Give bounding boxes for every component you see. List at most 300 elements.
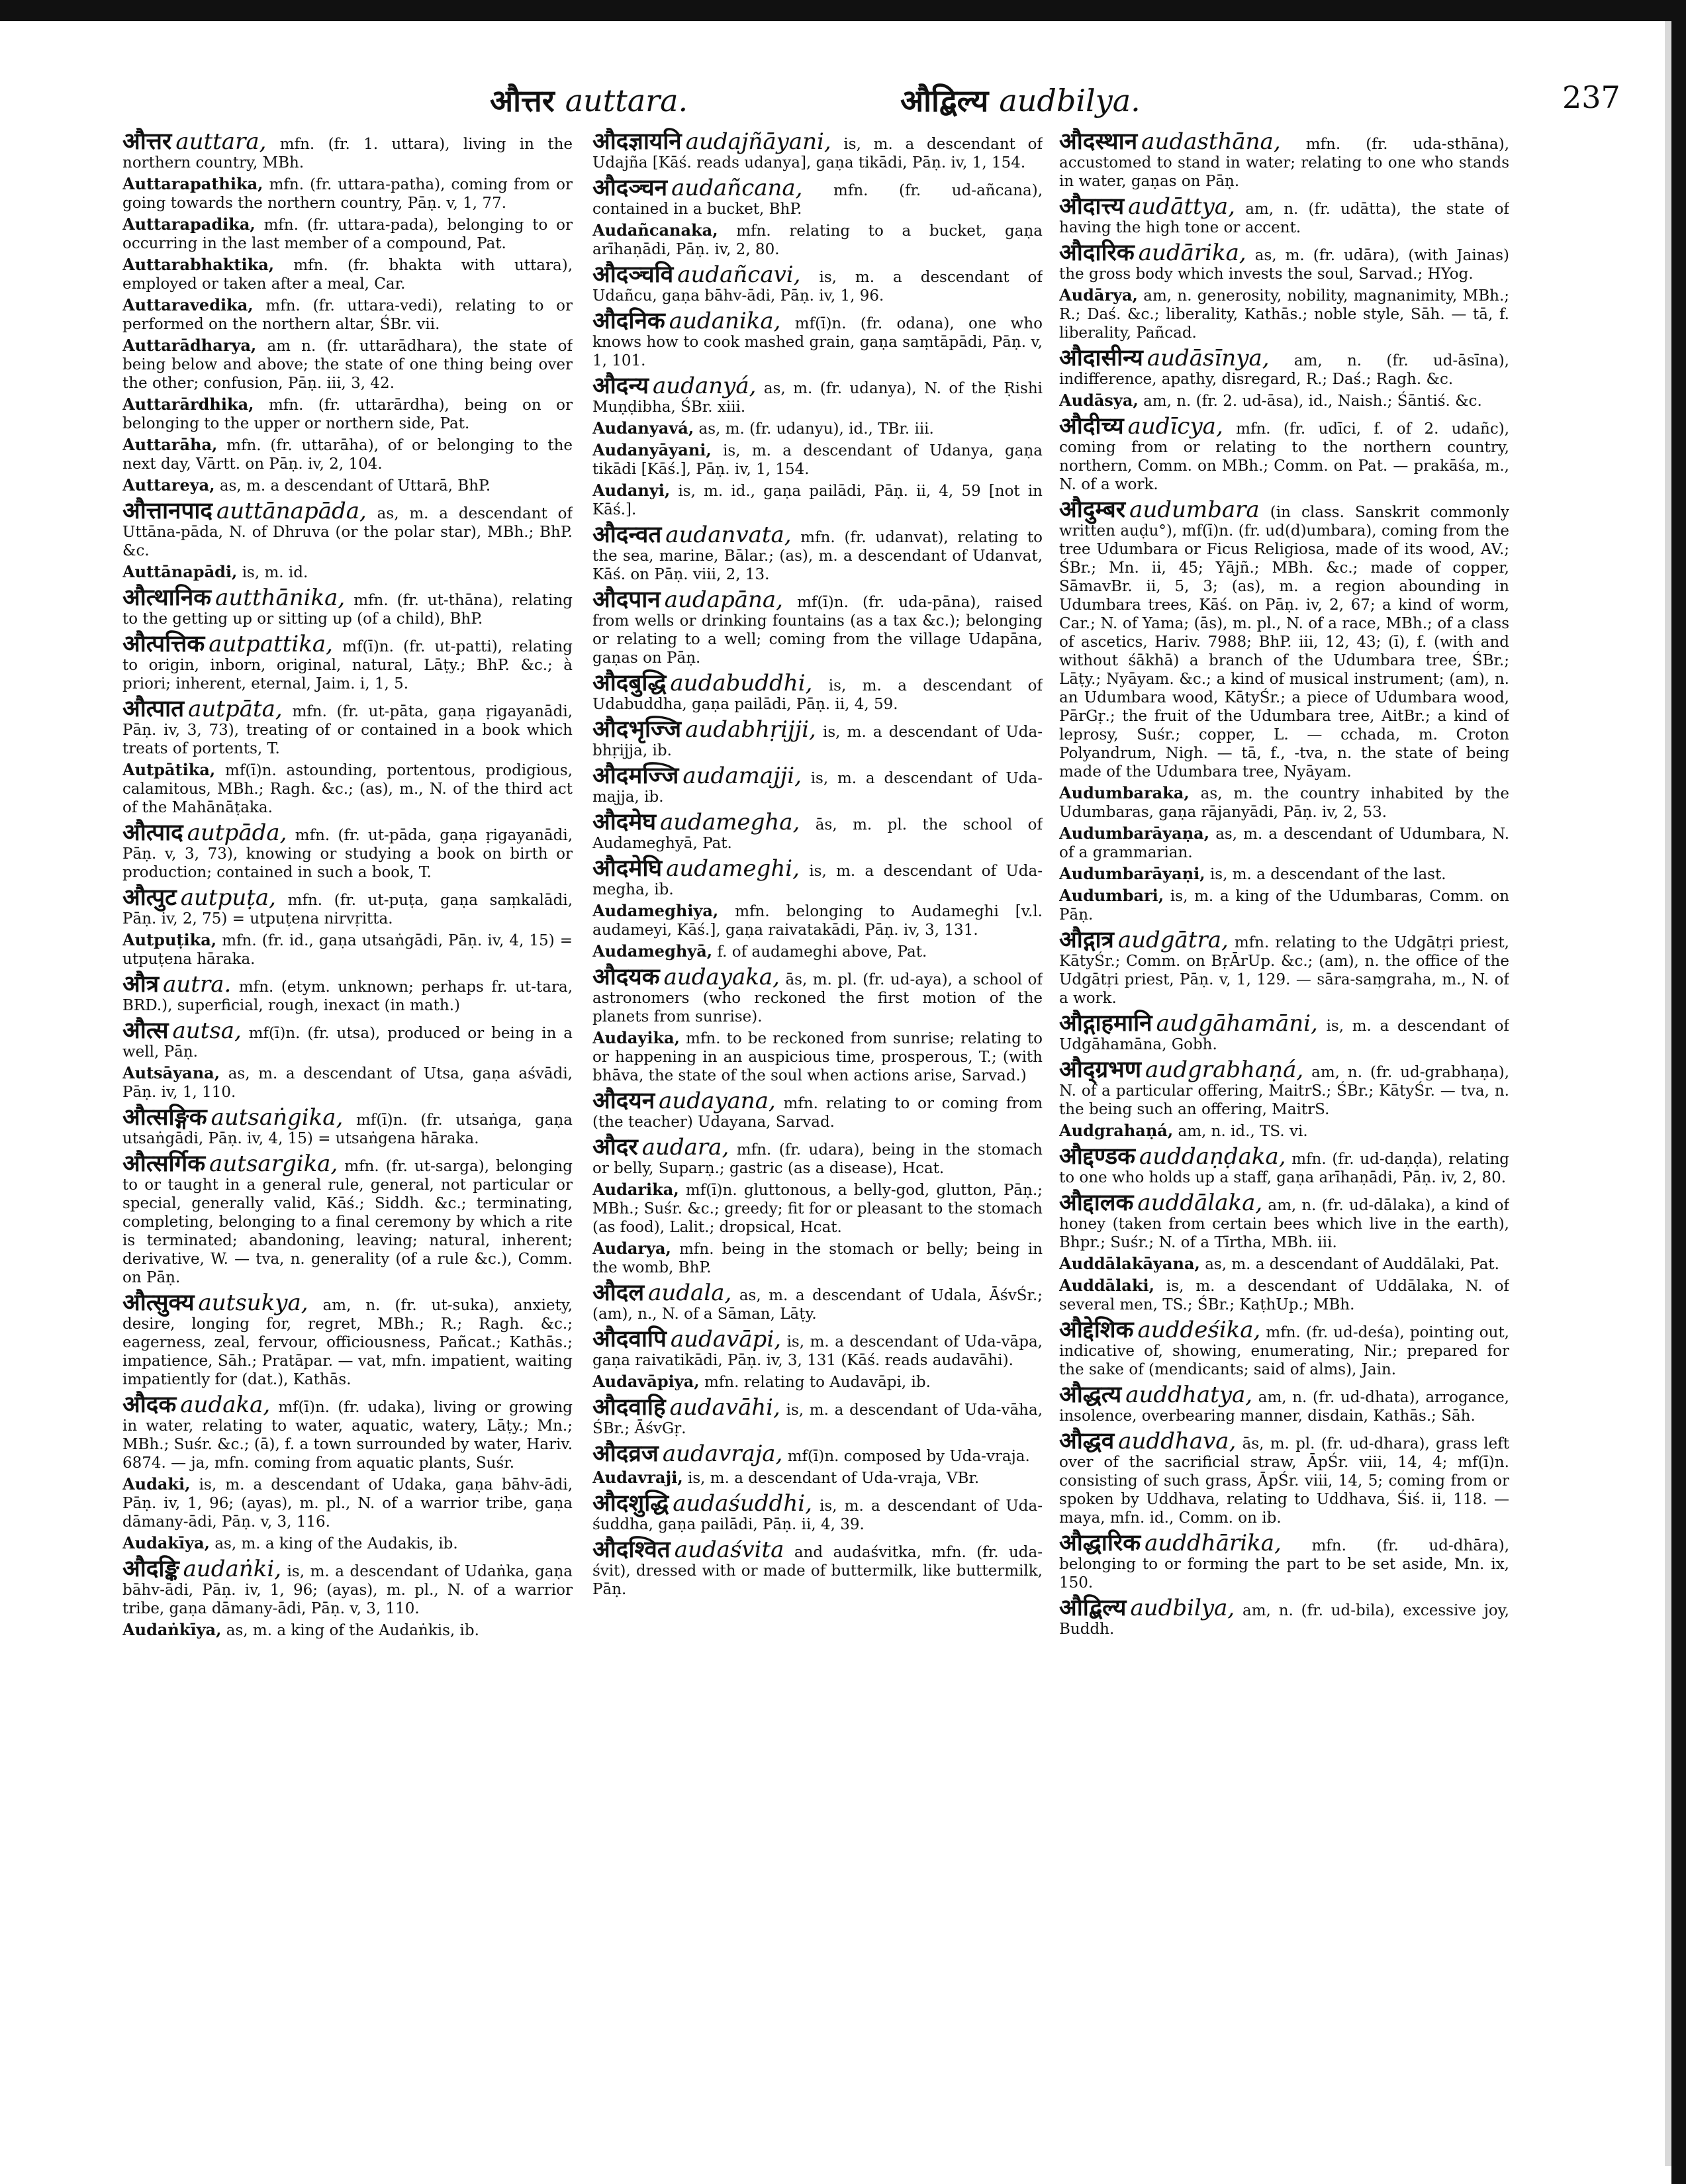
entry-definition: mfn. (fr. ut-pāda, gaṇa ṛigayanādi, Pāṇ. v, 3, 73), knowing or studying a book on birth or production; contained in such a book, T.: [122, 827, 573, 881]
entry-headword: audapāna,: [664, 587, 783, 613]
entry-devanagari: औत्तर: [122, 128, 172, 155]
entry-headword: audanyá,: [653, 373, 757, 399]
entry-headword: auddhārika,: [1145, 1530, 1282, 1556]
entry-headword: audavraja,: [662, 1441, 783, 1467]
entry-definition: am, n. (fr. ut-suka), anxiety, desire, longing for, regret, MBh.; R.; Ragh. &c.; eagerness, zeal, fervour, officiousness, Pañcat.; Kathās.; impatience, Sāh.; Pratāpar. — vat, mfn. impatient, waiting impatiently for (dat.), Kathās.: [122, 1297, 573, 1388]
dictionary-entry: [592, 1490, 1043, 1534]
entry-definition: mfn. (fr. ud-deśa), pointing out, indicative of, showing, enumerating, Nir.; prepared for the sake of (mendicants; said of alms), Jain.: [1059, 1324, 1509, 1378]
entry-devanagari: औत्र: [122, 971, 160, 998]
entry-headword: audgātra,: [1117, 927, 1229, 953]
entry-headword: audala,: [648, 1280, 732, 1306]
entry-headword: Audavāpiya,: [592, 1372, 700, 1391]
dictionary-entry: [122, 630, 573, 693]
entry-headword: Audarya,: [592, 1239, 671, 1258]
entry-devanagari: औदशुद्धि: [592, 1490, 669, 1517]
dictionary-subentry: [122, 296, 573, 334]
dictionary-entry: [592, 1279, 1043, 1323]
entry-definition: mfn. (fr. ud-daṇḍa), relating to one who holds up a staff, gaṇa arīhaṇādi, Pāṇ. iv, 2, 80.: [1059, 1151, 1509, 1186]
entry-definition: is, m. a descendant of Udgāhamāna, Gobh.: [1059, 1018, 1509, 1053]
entry-definition: is, m. a descendant of Uddālaka, N. of several men, TS.; ŚBr.; KaṭhUp.; MBh.: [1059, 1278, 1509, 1313]
entry-definition: mf(ī)n. (fr. utsa), produced or being in a well, Pāṇ.: [122, 1025, 573, 1061]
entry-definition: mfn. (fr. udara), being in the stomach or belly, Suparṇ.; gastric (as a disease), Hcat.: [592, 1141, 1043, 1177]
dictionary-entry: [592, 174, 1043, 218]
entry-headword: audamegha,: [660, 809, 800, 835]
entry-headword: audasthāna,: [1141, 128, 1281, 155]
entry-definition: as, m. a descendant of Udumbara, N. of a grammarian.: [1059, 826, 1509, 861]
entry-definition: mfn. (fr. 1. uttara), living in the northern country, MBh.: [122, 136, 573, 171]
entry-definition: mfn. relating to or coming from (the teacher) Udayana, Sarvad.: [592, 1095, 1043, 1131]
entry-definition: is, m. id., gaṇa pailādi, Pāṇ. ii, 4, 59 [not in Kāś.].: [592, 483, 1043, 518]
entry-definition: mfn. (fr. uttara-patha), coming from or going towards the northern country, Pāṇ. v, 1, 77.: [122, 176, 573, 212]
entry-headword: Auddālaki,: [1059, 1276, 1154, 1295]
dictionary-subentry: [1059, 784, 1509, 822]
entry-headword: audgrabhaṇá,: [1145, 1057, 1304, 1083]
entry-devanagari: औत्पत्तिक: [122, 630, 205, 657]
entry-definition: am, n. generosity, nobility, magnanimity, MBh.; R.; Daś. &c.; liberality, Kathās.; noble style, Sāh. — tā, f. liberality, Pañcad.: [1059, 287, 1509, 342]
entry-definition: mf(ī)n. astounding, portentous, prodigious, calamitous, MBh.; Ragh. &c.; (as), m., N. of the third act of the Mahānāṭaka.: [122, 762, 573, 816]
dictionary-entry: [122, 1150, 573, 1287]
entry-devanagari: औदवापि: [592, 1325, 667, 1353]
dictionary-entry: [122, 819, 573, 882]
entry-definition: as, m. (fr. udāra), (with Jainas) the gross body which invests the soul, Sarvad.; HYog.: [1059, 247, 1509, 283]
entry-devanagari: औत्सर्गिक: [122, 1150, 206, 1177]
entry-devanagari: औदन्य: [592, 372, 649, 399]
entry-definition: mfn. (fr. uttarāha), of or belonging to the next day, Vārtt. on Pāṇ. iv, 2, 104.: [122, 437, 573, 473]
entry-definition: mfn. relating to Audavāpi, ib.: [704, 1374, 931, 1391]
entry-headword: Audameghiya,: [592, 901, 719, 920]
entry-devanagari: औत्स: [122, 1017, 169, 1044]
entry-definition: is, m. a descendant of Udaka, gaṇa bāhv-ādi, Pāṇ. iv, 1, 96; (ayas), m. pl., N. of a warrior tribe, gaṇa dāmany-ādi, Pāṇ. v, 3, 116.: [122, 1476, 573, 1531]
entry-headword: Audumbaraka,: [1059, 783, 1190, 802]
entry-headword: Auttaravedika,: [122, 295, 254, 314]
entry-definition: as, m. a king of the Audaṅkis, ib.: [226, 1622, 479, 1639]
entry-definition: ās, m. pl. the school of Audameghyā, Pat.: [592, 816, 1043, 852]
dictionary-entry: [592, 808, 1043, 853]
entry-devanagari: औदश्वित: [592, 1536, 671, 1563]
entry-definition: ās, m. pl. (fr. ud-aya), a school of astronomers (who reckoned the first motion of the planets from sunrise).: [592, 971, 1043, 1025]
entry-definition: mfn. (fr. ut-thāna), relating to the getting up or sitting up (of a child), BhP.: [122, 592, 573, 628]
dictionary-subentry: [592, 1029, 1043, 1085]
top-border: [0, 0, 1686, 21]
entry-definition: am, n. (fr. udātta), the state of having the high tone or accent.: [1059, 201, 1509, 236]
right-edge-shadow: [1665, 21, 1671, 2166]
entry-definition: mf(ī)n. composed by Uda-vraja.: [787, 1448, 1030, 1465]
entry-definition: as, m. the country inhabited by the Udumbaras, gaṇa rājanyādi, Pāṇ. iv, 2, 53.: [1059, 785, 1509, 821]
dictionary-subentry: [592, 1468, 1043, 1488]
dictionary-entry: [592, 855, 1043, 899]
dictionary-subentry: [122, 1621, 573, 1640]
entry-headword: autsa,: [172, 1018, 242, 1044]
entry-devanagari: औदज्ञायनि: [592, 128, 682, 155]
entry-devanagari: औदयक: [592, 963, 660, 990]
dictionary-entry: [592, 669, 1043, 714]
entry-devanagari: औदन्वत: [592, 521, 662, 548]
dictionary-subentry: [592, 902, 1043, 939]
entry-headword: auddālaka,: [1137, 1190, 1263, 1216]
page-header: [0, 79, 1686, 126]
dictionary-entry: [122, 695, 573, 758]
entry-definition: mfn. (etym. unknown; perhaps fr. ut-tara, BRD.), superficial, rough, inexact (in math.): [122, 978, 573, 1014]
dictionary-entry: [1059, 496, 1509, 781]
dictionary-entry: [1059, 1010, 1509, 1054]
entry-headword: Audgrahaṇá,: [1059, 1121, 1174, 1140]
entry-devanagari: औदञ्चन: [592, 174, 668, 201]
entry-definition: is, m. a descendant of Uda-vāpa, gaṇa raivatikādi, Pāṇ. iv, 3, 131 (Kāś. reads audavāhi).: [592, 1333, 1043, 1369]
entry-definition: mfn. (fr. id., gaṇa utsaṅgādi, Pāṇ. iv, 4, 15) = utpuṭena hāraka.: [122, 932, 573, 968]
dictionary-entry: [122, 1017, 573, 1061]
entry-definition: mfn. (fr. udanvat), relating to the sea, marine, Bālar.; (as), m. a descendant of Udanvat, Kāś. on Pāṇ. viii, 2, 13.: [592, 529, 1043, 583]
entry-definition: mfn. (fr. uda-sthāna), accustomed to stand in water; relating to one who stands in water, gaṇas on Pāṇ.: [1059, 136, 1509, 190]
entry-definition: is, m. a descendant of Udañcu, gaṇa bāhv-ādi, Pāṇ. iv, 1, 96.: [592, 269, 1043, 305]
entry-headword: Auttarapathika,: [122, 174, 263, 193]
dictionary-entry: [122, 1391, 573, 1472]
dictionary-entry: [122, 128, 573, 172]
entry-headword: autpuṭa,: [180, 884, 276, 911]
entry-definition: mf(ī)n. (fr. ut-patti), relating to origin, inborn, original, natural, Lāṭy.; BhP. &c.; à priori; inherent, eternal, Jaim. i, 1, 5.: [122, 638, 573, 692]
dictionary-entry: [1059, 1056, 1509, 1119]
dictionary-entry: [1059, 344, 1509, 389]
dictionary-entry: [592, 521, 1043, 584]
dictionary-entry: [1059, 1381, 1509, 1425]
entry-headword: autthānika,: [215, 585, 346, 611]
entry-headword: audanvata,: [665, 522, 792, 548]
entry-definition: mfn. (fr. uttarārdha), being on or belonging to the upper or northern side, Pat.: [122, 397, 573, 432]
dictionary-entry: [592, 716, 1043, 760]
dictionary-entry: [1059, 128, 1509, 191]
entry-headword: audameghi,: [666, 855, 800, 882]
dictionary-entry: [1059, 412, 1509, 494]
entry-headword: Audāsya,: [1059, 391, 1139, 410]
entry-headword: auddaṇḍaka,: [1139, 1143, 1286, 1170]
dictionary-subentry: [1059, 886, 1509, 924]
entry-definition: mf(ī)n. (fr. udaka), living or growing in water, relating to water, aquatic, watery, Lāṭy.; Mn.; MBh.; Suśr. &c.; (ā), f. a town surrounded by water, Hariv. 6874. — ja, mfn. coming from aquatic plants, Suśr.: [122, 1399, 573, 1472]
entry-headword: auttara,: [175, 128, 267, 155]
dictionary-subentry: [122, 395, 573, 433]
entry-definition: mf(ī)n. (fr. uda-pāna), raised from wells or drinking fountains (as a tax &c.); belonging or relating to a well; coming from the village Udapāna, gaṇas on Pāṇ.: [592, 594, 1043, 667]
entry-headword: audaka,: [180, 1392, 271, 1418]
entry-definition: mfn. (fr. ud-dhāra), belonging to or forming the part to be set aside, Mn. ix, 150.: [1059, 1537, 1509, 1591]
dictionary-subentry: [1059, 1276, 1509, 1314]
entry-definition: is, m. a descendant of the last.: [1209, 866, 1446, 883]
entry-headword: audāttya,: [1128, 193, 1235, 220]
dictionary-entry: [592, 1536, 1043, 1599]
entry-headword: Audaki,: [122, 1474, 191, 1494]
entry-devanagari: औदव्रज: [592, 1440, 659, 1467]
entry-definition: mfn. relating to a bucket, gaṇa arīhaṇādi, Pāṇ. iv, 2, 80.: [592, 222, 1043, 258]
entry-devanagari: औदक: [122, 1391, 177, 1418]
entry-headword: audañcavi,: [677, 261, 801, 288]
entry-devanagari: औद्दण्डक: [1059, 1143, 1135, 1170]
dictionary-entry: [122, 971, 573, 1015]
entry-definition: is, m. a descendant of Uda-vāha, ŚBr.; ĀśvGṛ.: [592, 1401, 1043, 1437]
entry-headword: Audanyavá,: [592, 418, 694, 438]
entry-definition: mf(ī)n. gluttonous, a belly-god, glutton, Pāṇ.; MBh.; Suśr. &c.; greedy; fit for or pleasant to the stomach (as food), Lalit.; dropsical, Hcat.: [592, 1182, 1043, 1236]
entry-devanagari: औदङ्कि: [122, 1555, 179, 1582]
dictionary-subentry: [122, 1475, 573, 1531]
dictionary-entry: [592, 128, 1043, 172]
entry-headword: Audameghyā,: [592, 941, 713, 961]
entry-definition: is, m. a descendant of Uda-majja, ib.: [592, 770, 1043, 806]
dictionary-entry: [592, 963, 1043, 1026]
header-left-latin: auttara.: [565, 83, 688, 119]
header-center-catchword: [900, 79, 1141, 120]
column-3: [1059, 126, 1509, 2165]
entry-definition: as, m. a king of the Audakis, ib.: [214, 1535, 458, 1552]
entry-headword: autsaṅgika,: [211, 1104, 344, 1131]
entry-headword: audbilya,: [1130, 1595, 1235, 1621]
entry-headword: Audarika,: [592, 1180, 679, 1199]
entry-headword: autpattika,: [209, 631, 333, 657]
entry-devanagari: औदारिक: [1059, 239, 1135, 266]
entry-headword: Audumbarāyaṇa,: [1059, 824, 1210, 843]
entry-headword: audanika,: [669, 308, 781, 334]
entry-devanagari: औद्धारिक: [1059, 1529, 1141, 1556]
entry-headword: Audumbari,: [1059, 886, 1164, 905]
dictionary-subentry: [1059, 824, 1509, 862]
entry-devanagari: औदासीन्य: [1059, 344, 1143, 371]
entry-devanagari: औत्पुट: [122, 884, 177, 911]
entry-definition: is, m. a descendant of Uda-śuddha, gaṇa pailādi, Pāṇ. ii, 4, 39.: [592, 1497, 1043, 1533]
entry-headword: auddhava,: [1118, 1428, 1237, 1454]
dictionary-entry: [592, 1133, 1043, 1178]
entry-definition: mfn. relating to the Udgātṛi priest, KātyŚr.; Comm. on BṛĀrUp. &c.; (am), n. the office of the Udgātṛi priest, Pāṇ. v, 1, 129. — sāra-saṃgraha, m., N. of a work.: [1059, 934, 1509, 1007]
entry-definition: is, m. a descendant of Udabuddha, gaṇa pailādi, Pāṇ. ii, 4, 59.: [592, 677, 1043, 713]
entry-definition: as, m. a descendant of Utsa, gaṇa aśvādi, Pāṇ. iv, 1, 110.: [122, 1065, 573, 1101]
entry-headword: Audanyi,: [592, 481, 671, 500]
entry-devanagari: औदमेघि: [592, 855, 663, 882]
dictionary-entry: [592, 1440, 1043, 1467]
dictionary-subentry: [122, 563, 573, 582]
entry-headword: Auttānapādi,: [122, 562, 238, 581]
dictionary-entry: [592, 762, 1043, 806]
entry-headword: Audayika,: [592, 1028, 680, 1047]
entry-definition: mfn. (fr. udīci, f. of 2. udañc), coming from or relating to the northern country, northern, Comm. on MBh.; Comm. on Pat. — prakāśa, m., N. of a work.: [1059, 420, 1509, 493]
entry-headword: audavāpi,: [670, 1326, 782, 1353]
entry-definition: mfn. (fr. uttara-vedi), relating to or performed on the northern altar, ŚBr. vii.: [122, 297, 573, 333]
entry-headword: audārika,: [1138, 240, 1246, 266]
entry-headword: Autsāyana,: [122, 1063, 220, 1082]
entry-definition: is, m. a descendant of Uda-vraja, VBr.: [688, 1470, 980, 1487]
entry-definition: mfn. to be reckoned from sunrise; relating to or happening in an auspicious time, prosperous, T.; (with bhāva, the state of the soul when actions arise, Sarvad.): [592, 1030, 1043, 1084]
entry-devanagari: औत्सङ्गिक: [122, 1104, 207, 1131]
entry-definition: as, m. a descendant of Auddālaki, Pat.: [1205, 1256, 1499, 1273]
dictionary-subentry: [122, 175, 573, 213]
entry-devanagari: औत्पाद: [122, 819, 183, 846]
dictionary-entry: [592, 1394, 1043, 1438]
dictionary-entry: [122, 497, 573, 560]
entry-headword: audabhṛijji,: [685, 716, 816, 743]
entry-headword: Auttareya,: [122, 475, 215, 495]
entry-devanagari: औदल: [592, 1279, 645, 1306]
entry-devanagari: औद्ग्रभण: [1059, 1056, 1142, 1083]
dictionary-subentry: [592, 1239, 1043, 1277]
dictionary-subentry: [592, 441, 1043, 479]
dictionary-subentry: [592, 419, 1043, 438]
entry-headword: audaśvita: [674, 1537, 784, 1563]
column-2: [592, 126, 1043, 2165]
entry-devanagari: औदयन: [592, 1087, 655, 1114]
entry-headword: autra.: [163, 971, 232, 998]
right-border: [1671, 0, 1686, 2184]
entry-headword: audumbara: [1129, 497, 1260, 523]
dictionary-subentry: [592, 942, 1043, 961]
entry-headword: audīcya,: [1127, 413, 1223, 440]
entry-devanagari: औत्सुक्य: [122, 1289, 195, 1316]
dictionary-subentry: [1059, 1121, 1509, 1141]
entry-definition: mfn. belonging to Audameghi [v.l. audameyi, Kāś.], gaṇa raivatakādi, Pāṇ. iv, 3, 131.: [592, 903, 1043, 939]
entry-definition: is, m. a king of the Udumbaras, Comm. on Pāṇ.: [1059, 888, 1509, 924]
dictionary-subentry: [592, 221, 1043, 259]
dictionary-entry: [1059, 1529, 1509, 1592]
entry-definition: is, m. a descendant of Udajña [Kāś. reads udanya], gaṇa tikādi, Pāṇ. iv, 1, 154.: [592, 136, 1043, 171]
entry-definition: mfn. (fr. ut-puṭa, gaṇa saṃkalādi, Pāṇ. iv, 2, 75) = utpuṭena nirvṛitta.: [122, 892, 573, 927]
dictionary-subentry: [1059, 865, 1509, 884]
column-1: [122, 126, 573, 2165]
entry-headword: Audumbarāyaṇi,: [1059, 864, 1205, 883]
dictionary-subentry: [1059, 286, 1509, 342]
entry-definition: mf(ī)n. (fr. utsaṅga, gaṇa utsaṅgādi, Pāṇ. iv, 4, 15) = utsaṅgena hāraka.: [122, 1112, 573, 1147]
entry-headword: audabuddhi,: [670, 670, 813, 696]
dictionary-subentry: [122, 1534, 573, 1553]
entry-definition: mf(ī)n. (fr. odana), one who knows how to cook mashed grain, gaṇa saṃtāpādi, Pāṇ. v, 1, 101.: [592, 315, 1043, 369]
entry-headword: Auddālakāyana,: [1059, 1254, 1200, 1273]
dictionary-entry: [1059, 1427, 1509, 1527]
dictionary-subentry: [122, 215, 573, 253]
entry-headword: audañcana,: [671, 175, 803, 201]
entry-devanagari: औद्दालक: [1059, 1189, 1134, 1216]
dictionary-entry: [122, 1104, 573, 1148]
entry-headword: Audārya,: [1059, 285, 1138, 305]
entry-devanagari: औत्तानपाद: [122, 497, 213, 524]
entry-definition: mfn. (fr. ut-sarga), belonging to or taught in a general rule, general, not particular or special, generally valid, Kāś.; Siddh. &c.; terminating, completing, belonging to a final ceremony by which a rite is terminated; abandoning, leaving; natural, inherent; derivative, W. — tva, n. generality (of a rule &c.), Comm. on Pāṇ.: [122, 1158, 573, 1286]
dictionary-subentry: [122, 336, 573, 393]
entry-headword: audāsīnya,: [1147, 345, 1270, 371]
entry-headword: Auttarāha,: [122, 435, 218, 454]
entry-headword: autsargika,: [209, 1151, 338, 1177]
entry-devanagari: औदभृज्जि: [592, 716, 682, 743]
entry-devanagari: औद्धव: [1059, 1427, 1115, 1454]
dictionary-entry: [1059, 239, 1509, 283]
entry-definition: mfn. (fr. bhakta with uttara), employed or taken after a meal, Car.: [122, 257, 573, 293]
entry-headword: auddhatya,: [1125, 1382, 1253, 1408]
dictionary-entry: [122, 1555, 573, 1618]
entry-devanagari: औद्गात्र: [1059, 926, 1114, 953]
entry-headword: Audañcanaka,: [592, 220, 718, 240]
entry-devanagari: औत्थानिक: [122, 584, 212, 611]
entry-definition: as, m. (fr. udanyu), id., TBr. iii.: [698, 420, 934, 438]
entry-definition: ās, m. pl. (fr. ud-dhara), grass left over of the sacrificial straw, ĀpŚr. viii, 14, 4; mf(ī)n. consisting of such grass, ĀpŚr. viii, 14, 5; coming from or spoken by Uddhava, relating to Uddhava, Śiś. ii, 118. — maya, mfn. id., Comm. on ib.: [1059, 1435, 1509, 1527]
dictionary-subentry: [1059, 1255, 1509, 1274]
dictionary-entry: [1059, 1594, 1509, 1638]
entry-definition: am, n. (fr. ud-dhata), arrogance, insolence, overbearing manner, disdain, Kathās.; Sāh.: [1059, 1389, 1509, 1425]
entry-headword: Audavraji,: [592, 1468, 683, 1487]
entry-devanagari: औदवाहि: [592, 1394, 666, 1421]
entry-devanagari: औदात्त्य: [1059, 193, 1125, 220]
page-number: 237: [1562, 79, 1620, 115]
entry-devanagari: औद्धत्य: [1059, 1381, 1122, 1408]
entry-definition: mfn. (fr. uttara-pada), belonging to or occurring in the last member of a compound, Pat.: [122, 216, 573, 252]
entry-devanagari: औदनिक: [592, 307, 665, 334]
entry-devanagari: औदबुद्धि: [592, 669, 667, 696]
dictionary-subentry: [122, 256, 573, 293]
entry-headword: Audanyāyani,: [592, 440, 712, 459]
entry-devanagari: औदीच्य: [1059, 412, 1124, 440]
header-left-devanagari: औत्तर: [490, 83, 555, 119]
entry-definition: as, m. a descendant of Uttarā, BhP.: [219, 477, 491, 495]
dictionary-subentry: [122, 476, 573, 495]
entry-definition: mfn. (fr. ut-pāta, gaṇa ṛigayanādi, Pāṇ. iv, 3, 73), treating of or contained in a book which treats of portents, T.: [122, 703, 573, 757]
dictionary-entry: [1059, 926, 1509, 1008]
entry-definition: as, m. a descendant of Uttāna-pāda, N. of Dhruva (or the polar star), MBh.; BhP. &c.: [122, 505, 573, 559]
dictionary-entry: [122, 1289, 573, 1389]
entry-devanagari: औदमज्जि: [592, 762, 679, 789]
entry-headword: audavāhi,: [669, 1394, 780, 1421]
entry-definition: is, m. a descendant of Uda-bhṛijja, ib.: [592, 724, 1043, 759]
entry-headword: Audaṅkīya,: [122, 1620, 222, 1639]
dictionary-entry: [1059, 1316, 1509, 1379]
entry-definition: is, m. id.: [242, 564, 308, 581]
entry-devanagari: औद्बिल्य: [1059, 1594, 1127, 1621]
dictionary-subentry: [122, 931, 573, 969]
entry-devanagari: औदमेघ: [592, 808, 657, 835]
entry-devanagari: औद्गाहमानि: [1059, 1010, 1152, 1037]
dictionary-subentry: [592, 1372, 1043, 1392]
dictionary-entry: [592, 372, 1043, 416]
dictionary-entry: [592, 261, 1043, 305]
entry-headword: Auttarārdhika,: [122, 395, 254, 414]
dictionary-subentry: [1059, 391, 1509, 410]
dictionary-entry: [122, 884, 573, 928]
header-center-latin: audbilya.: [999, 83, 1141, 119]
entry-definition: mfn. being in the stomach or belly; being in the womb, BhP.: [592, 1241, 1043, 1276]
entry-definition: (in class. Sanskrit commonly written auḍu°), mf(ī)n. (fr. ud(d)umbara), coming from the tree Udumbara or Ficus Religiosa, made of its wood, AV.; ŚBr.; Mn. ii, 45; Yājñ.; MBh. &c.; made of copper, SāmavBr. ii, 5, 3; (as), m. a region abounding in Udumbara trees, Kāś. on Pāṇ. iv, 2, 67; a kind of worm, Car.; N. of Yama; (ās), m. pl., N. of a race, MBh.; of a class of ascetics, Hariv. 7988; BhP. iii, 12, 43; (ī), f. (with and without śākhā) a branch of the Udumbara tree, ŚBr.; Lāṭy.; Nyāyam. &c.; a kind of musical instrument; (am), n. an Udumbara wood, KātyŚr.; a piece of Udumbara wood, PārGṛ.; the fruit of the Udumbara tree, AitBr.; a kind of leprosy, Suśr.; copper, L. — cchada, m. Croton Polyandrum, Nigh. — tā, f., -tva, n. the state of being made of the Udumbara tree, Nyāyam.: [1059, 504, 1509, 781]
entry-definition: is, m. a descendant of Udaṅka, gaṇa bāhv-ādi, Pāṇ. iv, 1, 96; (ayas), m. pl., N. of a warrior tribe, gaṇa dāmany-ādi, Pāṇ. v, 3, 110.: [122, 1563, 573, 1617]
entry-headword: audajñāyani,: [685, 128, 831, 155]
entry-definition: am, n. (fr. ud-dālaka), a kind of honey (taken from certain bees which live in the earth), Bhpr.; Suśr.; N. of a Tīrtha, MBh. iii.: [1059, 1197, 1509, 1251]
entry-devanagari: औदञ्चवि: [592, 261, 674, 288]
entry-definition: is, m. a descendant of Uda-megha, ib.: [592, 863, 1043, 898]
entry-devanagari: औदुम्बर: [1059, 496, 1126, 523]
entry-definition: mfn. (fr. ud-añcana), contained in a bucket, BhP.: [592, 182, 1043, 218]
entry-headword: audayana,: [659, 1088, 776, 1114]
entry-definition: as, m. (fr. udanya), N. of the Ṛishi Muṇḍibha, ŚBr. xiii.: [592, 380, 1043, 416]
entry-headword: autpāta,: [188, 696, 283, 722]
entry-headword: Autpātika,: [122, 760, 216, 779]
entry-headword: audara,: [641, 1134, 729, 1161]
entry-definition: am, n. (fr. ud-bila), excessive joy, Buddh.: [1059, 1602, 1509, 1638]
entry-headword: Autpuṭika,: [122, 930, 217, 949]
entry-definition: f. of audameghi above, Pat.: [717, 943, 927, 961]
header-left-catchword: [490, 79, 688, 120]
entry-headword: audaśuddhi,: [673, 1490, 812, 1517]
entry-devanagari: औदपान: [592, 586, 661, 613]
entry-definition: am, n. (fr. 2. ud-āsa), id., Naish.; Śāntiś. &c.: [1143, 393, 1482, 410]
entry-devanagari: औद्देशिक: [1059, 1316, 1134, 1343]
dictionary-entry: [592, 307, 1043, 370]
dictionary-subentry: [122, 761, 573, 817]
dictionary-subentry: [592, 481, 1043, 519]
dictionary-entry: [1059, 1189, 1509, 1252]
dictionary-subentry: [592, 1180, 1043, 1237]
entry-headword: autsukya,: [198, 1290, 308, 1316]
header-center-devanagari: औद्बिल्य: [900, 83, 989, 119]
entry-devanagari: औत्पात: [122, 695, 185, 722]
entry-definition: is, m. a descendant of Udanya, gaṇa tikādi [Kāś.], Pāṇ. iv, 1, 154.: [592, 442, 1043, 478]
entry-definition: as, m. a descendant of Udala, ĀśvŚr.; (am), n., N. of a Sāman, Lāṭy.: [592, 1287, 1043, 1323]
entry-headword: Auttarapadika,: [122, 214, 256, 234]
entry-definition: am, n. (fr. ud-āsīna), indifference, apathy, disregard, R.; Daś.; Ragh. &c.: [1059, 352, 1509, 388]
entry-devanagari: औदस्थान: [1059, 128, 1138, 155]
